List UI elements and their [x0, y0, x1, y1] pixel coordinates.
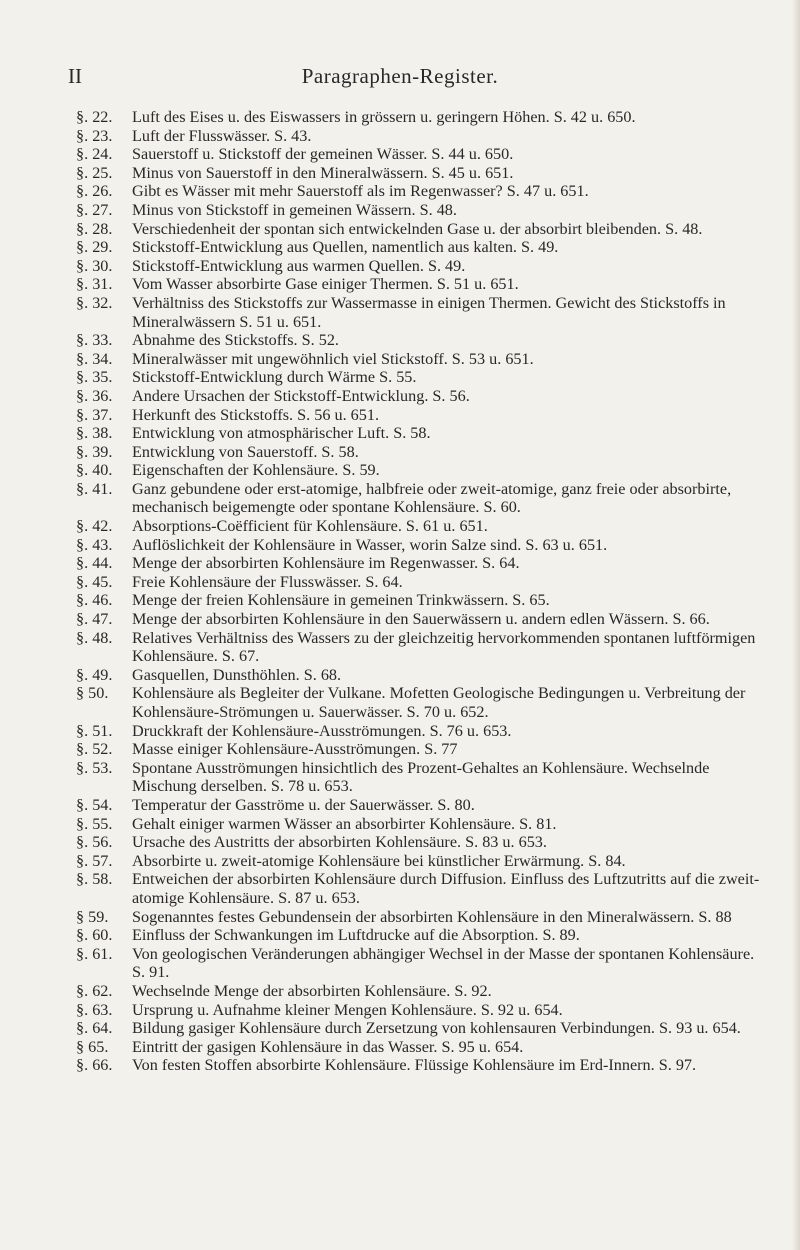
paragraph-number: §. 40. [76, 461, 113, 480]
register-entry [76, 406, 766, 425]
register-entry [76, 1001, 766, 1020]
paragraph-number: §. 41. [76, 479, 113, 498]
paragraph-title: Ursprung u. Aufnahme kleiner Mengen Kohlensäure. S. 92 u. 654. [132, 1000, 563, 1019]
paragraph-number: §. 45. [76, 572, 113, 591]
paragraph-title: Sogenanntes festes Gebundensein der absorbirten Kohlensäure in den Mineralwässern. S. 88 [132, 907, 732, 926]
register-entry [76, 815, 766, 834]
paragraph-title: Auflöslichkeit der Kohlensäure in Wasser, worin Salze sind. S. 63 u. 651. [132, 535, 608, 554]
paragraph-title: Freie Kohlensäure der Flusswässer. S. 64. [132, 572, 403, 591]
paragraph-title: Bildung gasiger Kohlensäure durch Zersetzung von kohlensauren Verbindungen. S. 93 u. 654. [132, 1019, 741, 1038]
paragraph-title: Einfluss der Schwankungen im Luftdrucke auf die Absorption. S. 89. [132, 926, 580, 945]
register-entry [76, 517, 766, 536]
paragraph-title: Von festen Stoffen absorbirte Kohlensäure. Flüssige Kohlensäure im Erd-Innern. S. 97. [132, 1056, 697, 1075]
paragraph-number: §. 31. [76, 275, 113, 294]
paragraph-title: Mineralwässer mit ungewöhnlich viel Stickstoff. S. 53 u. 651. [132, 349, 534, 368]
paragraph-title: Entwicklung von Sauerstoff. S. 58. [132, 442, 359, 461]
register-entry [76, 461, 766, 480]
paragraph-title: Stickstoff-Entwicklung durch Wärme S. 55. [132, 368, 417, 387]
paragraph-number: §. 60. [76, 926, 113, 945]
paragraph-title: Menge der freien Kohlensäure in gemeinen Trinkwässern. S. 65. [132, 591, 550, 610]
paragraph-number: § 65. [76, 1037, 109, 1056]
register-entry [76, 387, 766, 406]
paragraph-number: §. 22. [76, 108, 113, 126]
page-number: II [68, 64, 82, 88]
paragraph-number: §. 51. [76, 721, 113, 740]
paragraph-number: §. 48. [76, 628, 113, 647]
register-entry [76, 833, 766, 852]
paragraph-register-list [76, 108, 766, 1075]
paragraph-title: Entwicklung von atmosphärischer Luft. S. 58. [132, 424, 431, 443]
register-entry [76, 722, 766, 741]
register-entry [76, 591, 766, 610]
paragraph-title: Herkunft des Stickstoffs. S. 56 u. 651. [132, 405, 380, 424]
register-entry [76, 1019, 766, 1038]
paragraph-title: Gehalt einiger warmen Wässer an absorbirter Kohlensäure. S. 81. [132, 814, 557, 833]
paragraph-number: §. 23. [76, 126, 113, 145]
paragraph-number: § 50. [76, 684, 109, 703]
register-entry [76, 164, 766, 183]
register-entry [76, 684, 766, 721]
paragraph-number: §. 58. [76, 870, 113, 889]
register-entry [76, 740, 766, 759]
paragraph-title: Minus von Sauerstoff in den Mineralwässern. S. 45 u. 651. [132, 163, 514, 182]
register-entry [76, 945, 766, 982]
page-edge [792, 0, 800, 1250]
paragraph-title: Luft der Flusswässer. S. 43. [132, 126, 312, 145]
paragraph-number: §. 57. [76, 851, 113, 870]
paragraph-number: §. 61. [76, 944, 113, 963]
paragraph-number: §. 34. [76, 349, 113, 368]
register-entry [76, 870, 766, 907]
paragraph-title: Abnahme des Stickstoffs. S. 52. [132, 331, 339, 350]
paragraph-title: Eintritt der gasigen Kohlensäure in das Wasser. S. 95 u. 654. [132, 1037, 524, 1056]
register-entry [76, 666, 766, 685]
register-entry [76, 127, 766, 146]
paragraph-title: Von geologischen Veränderungen abhängiger Wechsel in der Masse der spontanen Kohlensäure. S. 91. [132, 944, 755, 982]
register-entry [76, 275, 766, 294]
register-entry [76, 201, 766, 220]
register-entry [76, 443, 766, 462]
register-entry [76, 331, 766, 350]
paragraph-title: Menge der absorbirten Kohlensäure im Regenwasser. S. 64. [132, 554, 520, 573]
paragraph-title: Absorptions-Coëfficient für Kohlensäure. S. 61 u. 651. [132, 517, 488, 536]
paragraph-title: Stickstoff-Entwicklung aus warmen Quellen. S. 49. [132, 256, 466, 275]
paragraph-number: §. 33. [76, 331, 113, 350]
paragraph-number: §. 42. [76, 517, 113, 536]
paragraph-title: Menge der absorbirten Kohlensäure in den Sauerwässern u. andern edlen Wässern. S. 66. [132, 610, 710, 629]
register-entry [76, 926, 766, 945]
paragraph-number: §. 30. [76, 256, 113, 275]
paragraph-number: §. 25. [76, 163, 113, 182]
register-entry [76, 852, 766, 871]
register-entry [76, 796, 766, 815]
paragraph-title: Stickstoff-Entwicklung aus Quellen, namentlich aus kalten. S. 49. [132, 238, 559, 257]
paragraph-title: Temperatur der Gasströme u. der Sauerwässer. S. 80. [132, 795, 475, 814]
paragraph-title: Wechselnde Menge der absorbirten Kohlensäure. S. 92. [132, 981, 492, 1000]
register-entry [76, 536, 766, 555]
register-entry [76, 238, 766, 257]
paragraph-number: §. 46. [76, 591, 113, 610]
paragraph-number: §. 26. [76, 182, 113, 201]
paragraph-title: Ganz gebundene oder erst-atomige, halbfreie oder zweit-atomige, ganz freie oder absorbirte, mechanisch beigemengte oder spontane Kohlensäure. S. 60. [132, 479, 732, 517]
paragraph-number: §. 53. [76, 758, 113, 777]
register-entry [76, 182, 766, 201]
paragraph-number: §. 27. [76, 200, 113, 219]
paragraph-title: Druckkraft der Kohlensäure-Ausströmungen. S. 76 u. 653. [132, 721, 512, 740]
paragraph-number: §. 24. [76, 145, 113, 164]
register-entry [76, 145, 766, 164]
paragraph-number: §. 49. [76, 665, 113, 684]
register-entry [76, 257, 766, 276]
running-head: Paragraphen-Register. [301, 64, 499, 88]
paragraph-number: § 59. [76, 907, 109, 926]
paragraph-number: §. 63. [76, 1000, 113, 1019]
paragraph-number: §. 38. [76, 424, 113, 443]
register-entry [76, 350, 766, 369]
paragraph-number: §. 35. [76, 368, 113, 387]
paragraph-title: Absorbirte u. zweit-atomige Kohlensäure bei künstlicher Erwärmung. S. 84. [132, 851, 626, 870]
register-entry [76, 573, 766, 592]
paragraph-title: Spontane Ausströmungen hinsichtlich des Prozent-Gehaltes an Kohlensäure. Wechselnde Mischung derselben. S. 78 u. 653. [132, 758, 710, 796]
paragraph-number: §. 36. [76, 386, 113, 405]
register-entry [76, 1056, 766, 1075]
paragraph-title: Kohlensäure als Begleiter der Vulkane. Mofetten Geologische Bedingungen u. Verbreitung der Kohlensäure-Strömungen u. Sauerwässer. S. 70 u. 652. [132, 684, 746, 721]
paragraph-title: Eigenschaften der Kohlensäure. S. 59. [132, 461, 380, 480]
paragraph-number: §. 52. [76, 740, 113, 759]
paragraph-number: §. 55. [76, 814, 113, 833]
register-entry [76, 759, 766, 796]
paragraph-title: Gasquellen, Dunsthöhlen. S. 68. [132, 665, 342, 684]
paragraph-title: Verschiedenheit der spontan sich entwickelnden Gase u. der absorbirt bleibenden. S. 48. [132, 219, 703, 238]
paragraph-title: Vom Wasser absorbirte Gase einiger Thermen. S. 51 u. 651. [132, 275, 519, 294]
register-entry [76, 424, 766, 443]
paragraph-number: §. 47. [76, 610, 113, 629]
register-entry [76, 629, 766, 666]
paragraph-title: Verhältniss des Stickstoffs zur Wassermasse in einigen Thermen. Gewicht des Stickstoffs in Mineralwässern S. 51 u. 651. [132, 293, 726, 331]
paragraph-number: §. 44. [76, 554, 113, 573]
paragraph-title: Minus von Stickstoff in gemeinen Wässern. S. 48. [132, 200, 457, 219]
paragraph-title: Entweichen der absorbirten Kohlensäure durch Diffusion. Einfluss des Luftzutritts auf die zweit-atomige Kohlensäure. S. 87 u. 653. [132, 870, 760, 907]
paragraph-number: §. 64. [76, 1019, 113, 1038]
paragraph-number: §. 43. [76, 535, 113, 554]
paragraph-title: Luft des Eises u. des Eiswassers in grössern u. geringern Höhen. S. 42 u. 650. [132, 108, 636, 126]
paragraph-number: §. 37. [76, 405, 113, 424]
register-entry [76, 982, 766, 1001]
paragraph-title: Gibt es Wässer mit mehr Sauerstoff als im Regenwasser? S. 47 u. 651. [132, 182, 589, 201]
register-entry [76, 908, 766, 927]
register-entry [76, 220, 766, 239]
paragraph-number: §. 28. [76, 219, 113, 238]
paragraph-number: §. 32. [76, 293, 113, 312]
register-entry [76, 480, 766, 517]
register-entry [76, 294, 766, 331]
register-entry [76, 554, 766, 573]
paragraph-title: Relatives Verhältniss des Wassers zu der gleichzeitig hervorkommenden spontanen luftförmigen Kohlensäure. S. 67. [132, 628, 756, 666]
paragraph-number: §. 62. [76, 981, 113, 1000]
paragraph-title: Sauerstoff u. Stickstoff der gemeinen Wässer. S. 44 u. 650. [132, 145, 514, 164]
paragraph-title: Masse einiger Kohlensäure-Ausströmungen. S. 77 [132, 740, 458, 759]
paragraph-number: §. 54. [76, 795, 113, 814]
paragraph-number: §. 39. [76, 442, 113, 461]
paragraph-number: §. 66. [76, 1056, 113, 1075]
register-entry [76, 610, 766, 629]
register-entry [76, 368, 766, 387]
paragraph-number: §. 29. [76, 238, 113, 257]
paragraph-title: Andere Ursachen der Stickstoff-Entwicklung. S. 56. [132, 386, 470, 405]
paragraph-number: §. 56. [76, 833, 113, 852]
paragraph-title: Ursache des Austritts der absorbirten Kohlensäure. S. 83 u. 653. [132, 833, 547, 852]
register-entry [76, 1038, 766, 1057]
register-entry [76, 108, 766, 127]
